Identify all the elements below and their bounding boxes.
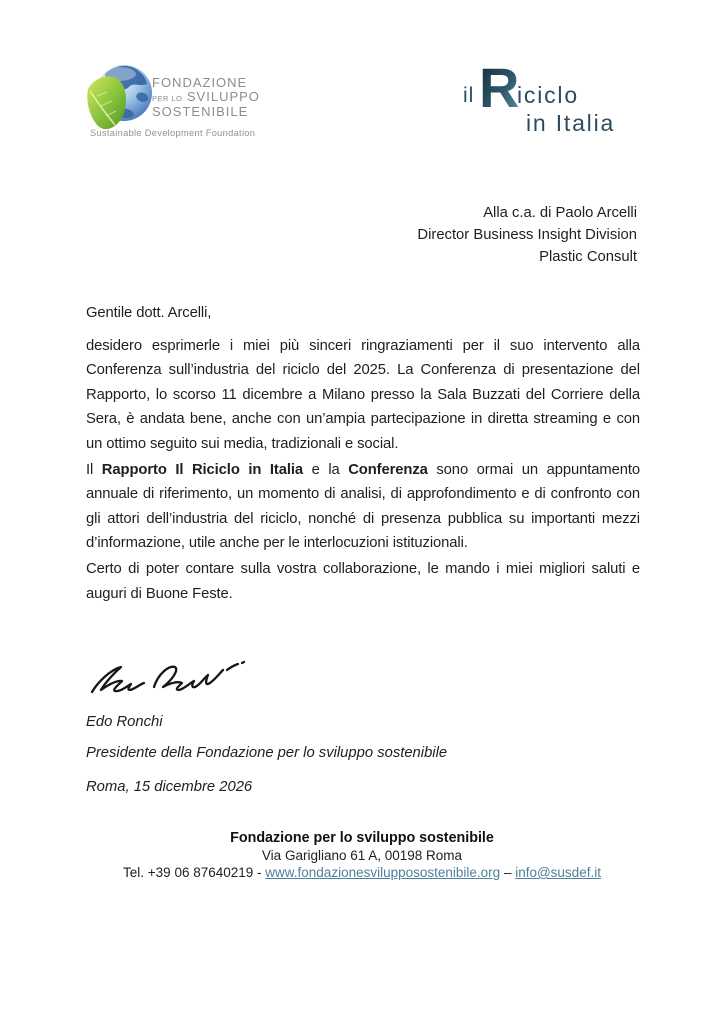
recipient-role: Director Business Insight Division [417,226,637,243]
paragraph-text: Il [86,461,102,478]
recipient-block [417,203,637,268]
footer-address: Via Garigliano 61 A, 00198 Roma [261,848,463,863]
fondazione-logo [85,60,260,142]
footer-org-name: Fondazione per lo sviluppo sostenibile [230,830,494,846]
footer-separator: – [500,865,516,880]
paragraphs [86,334,640,607]
paragraph-text: sono ormai un appuntamento annuale di riferimento, un momento di analisi, di approfondimento e di confronto con gli attori dell’industria del riciclo, nonché di presenza pubblica su importanti mezzi d’informazione, utile anche per le interlocuzioni istituzionali. [86,461,640,552]
fondazione-logo-perlo: PER LO [152,93,183,103]
footer-contact-line [0,864,724,881]
paragraph [86,458,640,556]
salutation: Gentile dott. Arcelli, [86,305,212,321]
recipient-company: Plastic Consult [539,248,637,265]
recipient-name: Alla c.a. di Paolo Arcelli [483,205,637,221]
signature-scribble [84,659,256,701]
signer-title: Presidente della Fondazione per lo sviluppo sostenibile [86,745,448,761]
paragraph-bold-text: Rapporto Il Riciclo in Italia [101,461,304,478]
fondazione-logo-tagline: Sustainable Development Foundation [90,128,256,138]
signer-name: Edo Ronchi [86,714,163,730]
fondazione-logo-text [152,76,258,119]
paragraph [86,557,640,606]
globe-leaf-icon [85,62,159,134]
place-date: Roma, 15 dicembre 2026 [86,779,253,795]
paragraph-bold-text: Conferenza [348,461,428,478]
r-lettermark-letter: R [479,62,520,114]
paragraph-text: desidero esprimerle i miei più sinceri ringraziamenti per il suo intervento alla Conferenza sull’industria del riciclo del 2025. La Conferenza di presentazione del Rapporto, lo scorso 11 dicembre a Milano presso la Sala Buzzati del Corriere della Sera, è andata bene, anche con un’ampia partecipazione in diretta streaming e con un ottimo seguito sui media, tradizionali e social. [86,337,640,452]
fondazione-logo-line3: SOSTENIBILE [152,104,249,119]
footer-email-link[interactable]: info@susdef.it [515,865,601,880]
fondazione-logo-sviluppo: SVILUPPO [186,88,260,104]
paragraph-text: Certo di poter contare sulla vostra collaborazione, le mando i miei migliori saluti e auguri di Buone Feste. [86,560,640,602]
letter-body [86,301,640,607]
paragraph-text: e la [303,461,349,478]
fondazione-logo-line1: FONDAZIONE [152,75,248,90]
paragraph [86,334,640,457]
footer-tel-number: Tel. +39 06 87640219 - [123,865,266,880]
riciclo-logo [460,60,660,145]
riciclo-logo-iciclo: iciclo [517,82,579,108]
fondazione-logo-line2 [152,90,258,106]
riciclo-logo-il: il [463,84,475,107]
footer [0,830,724,881]
footer-website-link[interactable]: www.fondazionesvilupposostenibile.org [265,865,501,880]
riciclo-logo-in-italia: in Italia [526,110,616,136]
